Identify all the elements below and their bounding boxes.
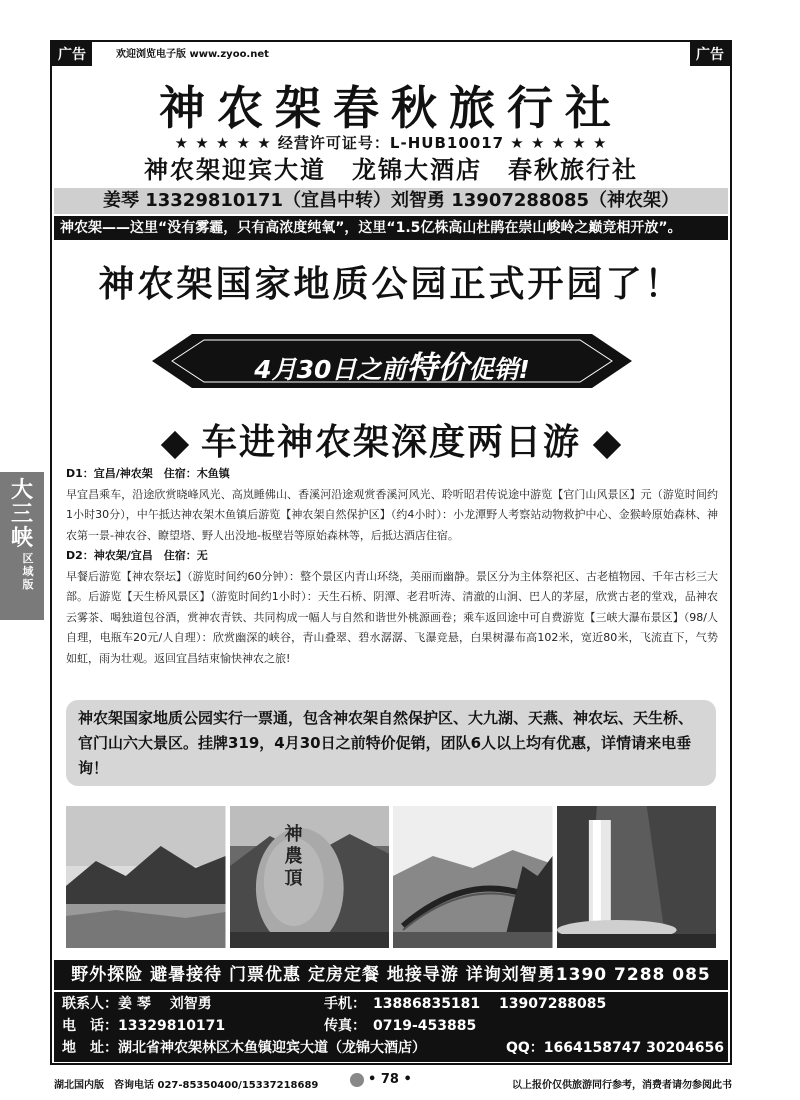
- contact-fax: 传真： 0719-453885: [324, 1018, 477, 1034]
- day-2-text: 早餐后游览【神农祭坛】（游览时间约60分钟）：整个景区内青山环绕，美丽而幽静。景区分为主体祭祀区、古老植物园、千年古杉三大部。后游览【天生桥风景区】（游览时间约1小时）：天生石桥、阴潭、老君听涛、清澈的山涧、巴人的茅屋，欣赏古老的堂戏，品神农云雾茶、喝独道包谷酒，赏神农青铁、共同构成一幅人与自然和谐世外桃源画卷；乘车返回途中可自费游览【三峡大瀑布景区】（98/人自理，电瓶车20元/人自理）：欣赏幽深的峡谷，青山叠翠、碧水潺潺、飞瀑竞悬，白果树瀑布高102米，宽近80米，飞流直下，气势如虹，雨为壮观。返回宜昌结束愉快神农之旅!: [66, 569, 718, 665]
- ad-label-right: 广告: [690, 42, 730, 66]
- license-line: ★ ★ ★ ★ ★ 经营许可证号：L-HUB10017 ★ ★ ★ ★ ★: [174, 134, 608, 152]
- photo-strip: [66, 806, 716, 948]
- region-side-tab: [0, 472, 44, 620]
- itinerary: [66, 464, 718, 669]
- address-line: 神农架迎宾大道 龙锦大酒店 春秋旅行社: [144, 156, 638, 184]
- headline: 神农架国家地质公园正式开园了！: [98, 264, 684, 305]
- promo-prefix: 4月30日之前: [254, 355, 407, 384]
- photo-mountain-lake: [66, 806, 226, 948]
- contact-row-3: [62, 1038, 734, 1058]
- page-footer: [50, 1072, 732, 1092]
- ad-page: [50, 40, 732, 1065]
- promo-banner: [152, 330, 632, 392]
- phone-bar: 姜琴 13329810171（宜昌中转）刘智勇 13907288085（神农架）: [54, 188, 728, 214]
- footer-right: 以上报价仅供旅游同行参考，消费者请勿参阅此书: [512, 1080, 732, 1091]
- contact-row-1: [62, 994, 607, 1014]
- page-number: • 78 •: [368, 1072, 412, 1087]
- services-bar: 野外探险 避暑接待 门票优惠 定房定餐 地接导游 详询刘智勇1390 7288 085: [54, 960, 728, 990]
- footer-left: 湖北国内版 咨询电话 027-85350400/15337218689: [54, 1080, 319, 1091]
- ad-label-left: 广告: [52, 42, 92, 66]
- tour-title-text: 车进神农架深度两日游: [200, 421, 581, 463]
- photo-arch-bridge: [393, 806, 553, 948]
- day-1-text: 早宜昌乘车，沿途欣赏晓峰风光、高岚睡佛山、香溪河沿途观赏香溪河风光、聆听昭君传说途中游览【官门山风景区】元（游览时间约1小时30分），中午抵达神农架木鱼镇后游览【神农架自然保护区】（约4小时）：小龙潭野人考察站动物救护中心、金猴岭原始森林、神农第一景-神农谷、瞭望塔、野人出没地-板壁岩等原始森林等，后抵达酒店住宿。: [66, 487, 718, 542]
- contact-row-2: [62, 1016, 477, 1036]
- footer-page-number: [350, 1072, 412, 1087]
- promo-text: [152, 342, 632, 387]
- day-2-head: D2：神农架/宜昌 住宿：无: [66, 549, 208, 562]
- tour-title: [52, 414, 730, 465]
- ticket-notice: 神农架国家地质公园实行一票通，包含神农架自然保护区、大九湖、天燕、神农坛、天生桥、官门山六大景区。挂牌319，4月30日之前特价促销，团队6人以上均有优惠，详情请来电垂询！: [66, 700, 716, 786]
- page-badge-icon: [350, 1073, 364, 1087]
- promo-big: 特价: [406, 350, 469, 386]
- promo-suffix: 促销!: [468, 355, 530, 384]
- photo-shennongding-stone: [230, 806, 390, 948]
- agency-name: 神农架春秋旅行社: [159, 81, 623, 135]
- slogan-bar: 神农架——这里“没有雾霾，只有高浓度纯氧”，这里“1.5亿株高山杜鹃在崇山峻岭之巅竞相开放”。: [54, 216, 728, 240]
- site-line: 欢迎浏览电子版 www.zyoo.net: [116, 49, 269, 60]
- contact-mobile: 手机： 13886835181 13907288085: [324, 996, 607, 1012]
- side-tab-title: 大三峡: [10, 477, 33, 551]
- contact-person: 联系人：姜 琴 刘智勇: [62, 996, 212, 1012]
- contact-address: 地 址：湖北省神农架林区木鱼镇迎宾大道（龙锦大酒店）: [62, 1040, 426, 1056]
- diamond-icon: [593, 431, 621, 459]
- photo-waterfall: [557, 806, 717, 948]
- stone-inscription: 神農頂: [284, 824, 303, 889]
- diamond-icon: [161, 431, 189, 459]
- day-1-head: D1：宜昌/神农架 住宿：木鱼镇: [66, 467, 230, 480]
- contact-tel: 电 话：13329810171: [62, 1018, 226, 1034]
- side-tab-subtitle: 区域版: [22, 552, 34, 591]
- contact-qq: QQ：1664158747 30204656: [506, 1040, 725, 1056]
- contact-block: [54, 992, 728, 1062]
